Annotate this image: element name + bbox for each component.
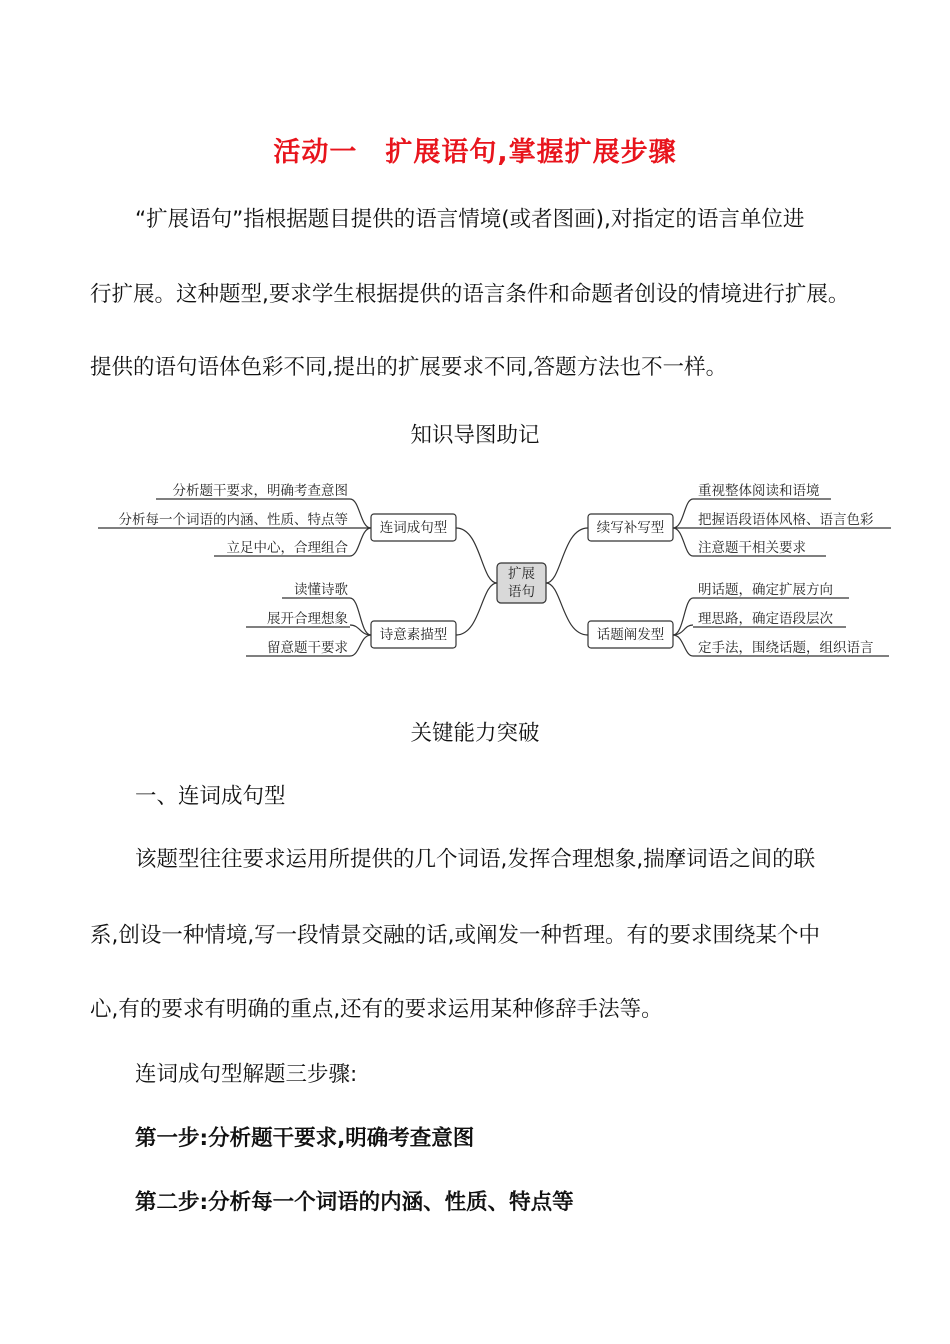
- step-2: 第二步:分析每一个词语的内涵、性质、特点等: [135, 1190, 574, 1215]
- mindmap-leaf-1-3: 立足中心，合理组合: [226, 540, 348, 556]
- body-line-1: 该题型往往要求运用所提供的几个词语,发挥合理想象,揣摩词语之间的联: [135, 847, 816, 872]
- mindmap-caption: 知识导图助记: [410, 423, 540, 448]
- mindmap-branch-label-3: 续写补写型: [596, 520, 665, 536]
- mindmap-branch-label-1: 连词成句型: [379, 520, 448, 536]
- mindmap-leaf-1-2: 分析每一个词语的内涵、性质、特点等: [118, 512, 348, 528]
- body-line-2: 系,创设一种情境,写一段情景交融的话,或阐发一种哲理。有的要求围绕某个中: [90, 923, 821, 948]
- intro-line-3: 提供的语句语体色彩不同,提出的扩展要求不同,答题方法也不一样。: [90, 355, 728, 380]
- mindmap-leaf-2-3: 留意题干要求: [267, 640, 348, 656]
- intro-line-2: 行扩展。这种题型,要求学生根据提供的语言条件和命题者创设的情境进行扩展。: [90, 282, 850, 307]
- mindmap-branch-label-4: 话题阐发型: [596, 627, 665, 643]
- section-heading: 一、连词成句型: [135, 784, 286, 809]
- section-caption: 关键能力突破: [410, 721, 540, 746]
- mindmap-leaf-4-2: 理思路，确定语段层次: [698, 611, 833, 627]
- mindmap-leaf-1-1: 分析题干要求，明确考查意图: [172, 483, 348, 499]
- mindmap-leaf-3-3: 注意题干相关要求: [698, 540, 806, 556]
- mindmap-leaf-4-3: 定手法，围绕话题，组织语言: [698, 640, 874, 656]
- mindmap-leaf-3-1: 重视整体阅读和语境: [698, 483, 820, 499]
- mindmap-leaf-3-2: 把握语段语体风格、语言色彩: [698, 512, 874, 528]
- mindmap-branch-label-2: 诗意素描型: [379, 627, 448, 643]
- intro-line-1: “扩展语句”指根据题目提供的语言情境(或者图画),对指定的语言单位进: [135, 207, 805, 232]
- page-title: 活动一 扩展语句,掌握扩展步骤: [273, 137, 677, 168]
- mind-map-diagram: [96, 470, 896, 665]
- steps-intro: 连词成句型解题三步骤:: [135, 1062, 358, 1087]
- mindmap-leaf-2-1: 读懂诗歌: [294, 582, 348, 598]
- mindmap-center-line-1: 扩展: [508, 566, 535, 582]
- mindmap-center-line-2: 语句: [508, 584, 535, 600]
- body-line-3: 心,有的要求有明确的重点,还有的要求运用某种修辞手法等。: [90, 997, 663, 1022]
- mindmap-leaf-4-1: 明话题，确定扩展方向: [698, 582, 833, 598]
- step-1: 第一步:分析题干要求,明确考查意图: [135, 1126, 475, 1151]
- mindmap-leaf-2-2: 展开合理想象: [267, 611, 348, 627]
